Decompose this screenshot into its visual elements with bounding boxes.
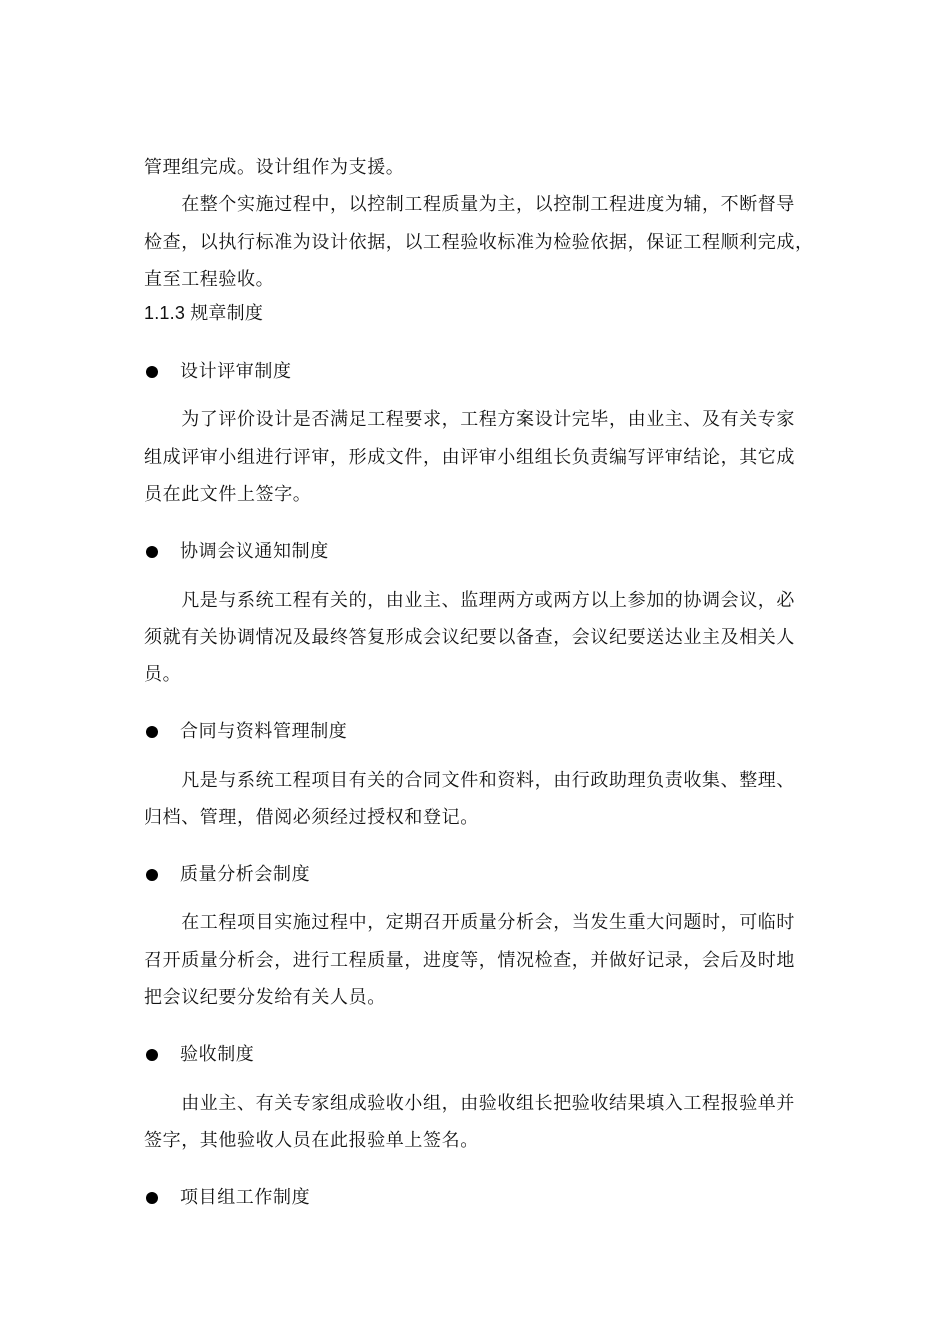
list-item-title	[146, 1043, 254, 1067]
intro-para-line: 检查，以执行标准为设计依据，以工程验收标准为检验依据，保证工程顺利完成，	[144, 232, 814, 253]
section-heading: 1.1.3 规章制度	[144, 303, 264, 323]
list-item-title	[146, 863, 310, 887]
list-item-title	[146, 1186, 310, 1210]
list-item-title	[146, 540, 329, 564]
item-body-line: 由业主、有关专家组成验收小组，由验收组长把验收结果填入工程报验单并	[144, 1093, 795, 1114]
bullet-icon	[146, 869, 158, 881]
intro-para-line: 直至工程验收。	[144, 269, 275, 290]
intro-para-line: 在整个实施过程中，以控制工程质量为主，以控制工程进度为辅，不断督导	[144, 194, 795, 215]
list-item-title	[146, 360, 292, 384]
bullet-icon	[146, 726, 158, 738]
item-body-line: 员在此文件上签字。	[144, 484, 312, 505]
item-body-line: 签字，其他验收人员在此报验单上签名。	[144, 1130, 479, 1151]
item-title-text: 质量分析会制度	[180, 864, 311, 885]
item-title-text: 设计评审制度	[180, 361, 292, 382]
intro-line: 管理组完成。设计组作为支援。	[144, 157, 405, 178]
item-body-line: 凡是与系统工程项目有关的合同文件和资料，由行政助理负责收集、整理、	[144, 770, 795, 791]
item-body-line: 召开质量分析会，进行工程质量，进度等，情况检查，并做好记录，会后及时地	[144, 950, 795, 971]
bullet-icon	[146, 546, 158, 558]
list-item-title	[146, 720, 347, 744]
item-body-line: 在工程项目实施过程中，定期召开质量分析会，当发生重大问题时，可临时	[144, 912, 795, 933]
item-title-text: 合同与资料管理制度	[180, 721, 348, 742]
item-body-line: 员。	[144, 664, 182, 685]
item-title-text: 项目组工作制度	[180, 1187, 311, 1208]
item-body-line: 把会议纪要分发给有关人员。	[144, 987, 386, 1008]
item-body-line: 归档、管理，借阅必须经过授权和登记。	[144, 807, 479, 828]
item-body-line: 为了评价设计是否满足工程要求，工程方案设计完毕，由业主、及有关专家	[144, 409, 795, 430]
bullet-icon	[146, 1049, 158, 1061]
item-body-line: 凡是与系统工程有关的，由业主、监理两方或两方以上参加的协调会议，必	[144, 590, 795, 611]
item-body-line: 须就有关协调情况及最终答复形成会议纪要以备查，会议纪要送达业主及相关人	[144, 627, 795, 648]
item-title-text: 验收制度	[180, 1044, 255, 1065]
bullet-icon	[146, 1192, 158, 1204]
item-title-text: 协调会议通知制度	[180, 541, 329, 562]
bullet-icon	[146, 366, 158, 378]
item-body-line: 组成评审小组进行评审，形成文件，由评审小组组长负责编写评审结论，其它成	[144, 447, 795, 468]
